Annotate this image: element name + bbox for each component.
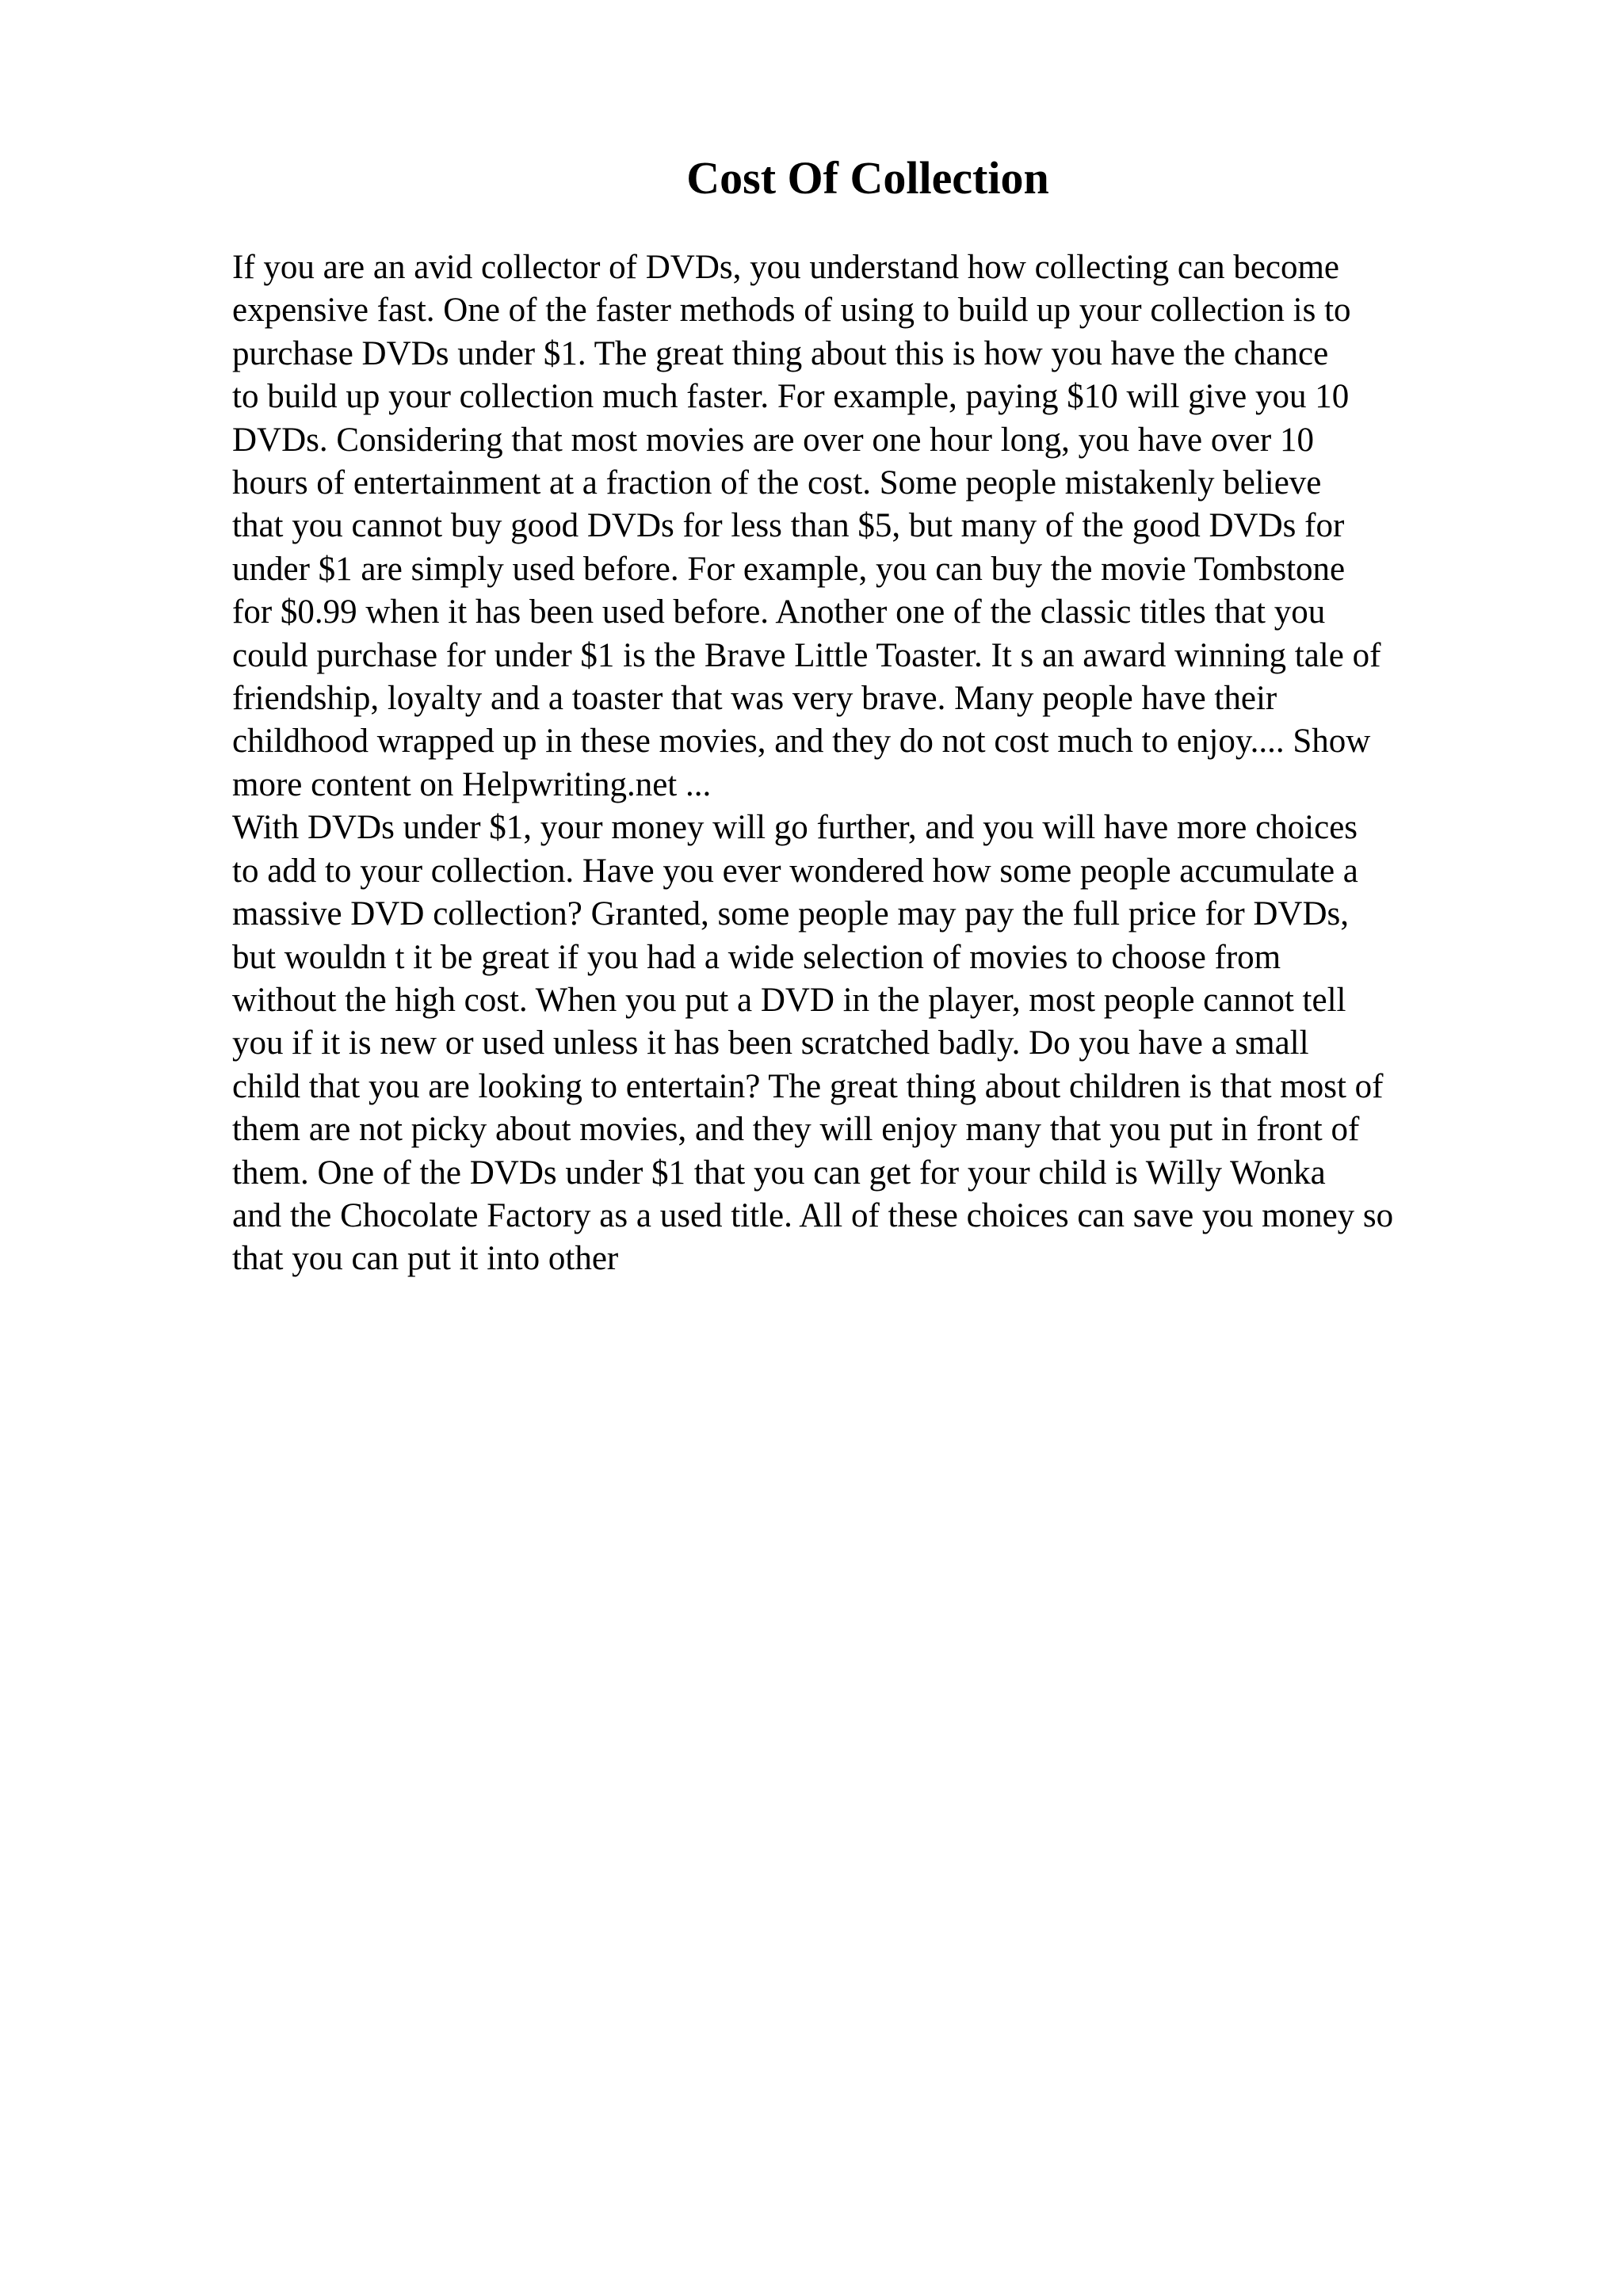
body-line: childhood wrapped up in these movies, and they do not cost much to enjoy.... Show (232, 723, 1371, 761)
body-line: that you cannot buy good DVDs for less than $5, but many of the good DVDs for (232, 507, 1345, 545)
document-body (232, 246, 1611, 1281)
body-line: them are not picky about movies, and they will enjoy many that you put in front of (232, 1111, 1360, 1149)
body-line: hours of entertainment at a fraction of the cost. Some people mistakenly believe (232, 464, 1322, 502)
body-line: With DVDs under $1, your money will go further, and you will have more choices (232, 809, 1358, 847)
body-line: child that you are looking to entertain? The great thing about children is that most of (232, 1067, 1384, 1105)
body-line: and the Chocolate Factory as a used title. All of these choices can save you money so (232, 1196, 1394, 1234)
body-line: could purchase for under $1 is the Brave Little Toaster. It s an award winning tale of (232, 636, 1381, 674)
document-title: Cost Of Collection (686, 152, 1049, 204)
body-line: massive DVD collection? Granted, some people may pay the full price for DVDs, (232, 895, 1350, 933)
body-line: more content on Helpwriting.net ... (232, 765, 712, 803)
body-line: to add to your collection. Have you ever wondered how some people accumulate a (232, 852, 1358, 890)
body-line: under $1 are simply used before. For example, you can buy the movie Tombstone (232, 550, 1346, 588)
body-line: expensive fast. One of the faster methods of using to build up your collection is to (232, 292, 1351, 330)
body-line: you if it is new or used unless it has been scratched badly. Do you have a small (232, 1024, 1309, 1062)
body-line: DVDs. Considering that most movies are over one hour long, you have over 10 (232, 421, 1314, 459)
body-line: that you can put it into other (232, 1240, 619, 1278)
body-line: for $0.99 when it has been used before. Another one of the classic titles that you (232, 593, 1326, 631)
body-line: friendship, loyalty and a toaster that was very brave. Many people have their (232, 680, 1277, 718)
body-line: purchase DVDs under $1. The great thing about this is how you have the chance (232, 334, 1329, 372)
body-line: without the high cost. When you put a DVD in the player, most people cannot tell (232, 981, 1346, 1019)
body-line: them. One of the DVDs under $1 that you can get for your child is Willy Wonka (232, 1154, 1326, 1192)
body-line: to build up your collection much faster. For example, paying $10 will give you 10 (232, 378, 1350, 416)
body-line: but wouldn t it be great if you had a wide selection of movies to choose from (232, 938, 1281, 976)
body-line: If you are an avid collector of DVDs, you understand how collecting can become (232, 249, 1340, 286)
